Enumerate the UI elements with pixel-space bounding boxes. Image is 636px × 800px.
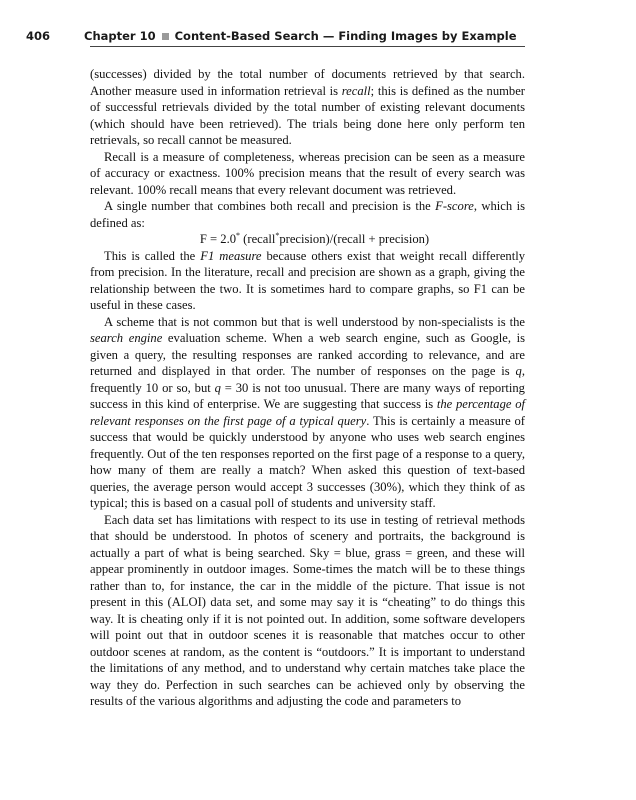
paragraph-4-text-start: This is called the bbox=[104, 248, 201, 263]
body-text bbox=[90, 66, 525, 710]
paragraph-2: Recall is a measure of completeness, whereas precision can be seen as a measure of accuracy or exactness. 100% precision means that the result of every search was relevant. 100% recall means that every relevant document was retrieved. bbox=[90, 149, 525, 197]
paragraph-1 bbox=[90, 66, 525, 149]
f-score-formula bbox=[90, 231, 525, 248]
term-f-score: F-score bbox=[435, 199, 474, 213]
paragraph-5-text-mid-2: , frequently 10 or so, but bbox=[90, 364, 525, 395]
header-rule bbox=[90, 46, 525, 47]
paragraph-3 bbox=[90, 198, 525, 231]
term-search-engine: search engine bbox=[90, 331, 163, 345]
term-recall: recall bbox=[341, 83, 371, 98]
header-separator-square bbox=[162, 33, 169, 40]
term-f1-measure: F1 measure bbox=[200, 248, 262, 263]
formula-part-c: precision)/(recall + precision) bbox=[279, 232, 430, 246]
page-number: 406 bbox=[26, 29, 51, 43]
paragraph-4-text-end: because others exist that weight recall differently from precision. In the literature, recall and precision are shown as a graph, giving the relationship between the two. It is sometimes hard to compare graphs, so F1 can be useful in these cases. bbox=[90, 248, 525, 312]
formula-asterisk-2: * bbox=[275, 230, 280, 240]
chapter-label: Chapter 10 bbox=[84, 29, 156, 43]
paragraph-1-text-end: ; this is defined as the number of successful retrievals divided by the total number of existing relevant documents (which should have been retrieved). The trials being done here only perform ten retrievals, so recall cannot be measured. bbox=[90, 83, 525, 147]
paragraph-1-text-start: (successes) divided by the total number of documents retrieved by that search. Another measure used in information retrieval is bbox=[90, 67, 525, 98]
chapter-title: Content-Based Search — Finding Images by Example bbox=[174, 29, 517, 43]
paragraph-5-text-mid-1: evaluation scheme. When a web search engine, such as Google, is given a query, the resulting responses are ranked according to relevance, and are returned and displayed in that order. The number of responses on the page is bbox=[90, 331, 525, 378]
paragraph-5-text-start: A scheme that is not common but that is well understood by non-specialists is the bbox=[104, 314, 525, 329]
paragraph-3-text-end: , which is defined as: bbox=[90, 199, 525, 230]
success-definition: the percentage of relevant responses on the first page of a typical query bbox=[90, 397, 525, 428]
paragraph-3-text-start: A single number that combines both recall and precision is the bbox=[104, 199, 436, 213]
paragraph-5-text-end: . This is certainly a measure of success that would be quickly understood by anyone who uses web search engines frequently. Out of the ten responses reported on the first page of a response to a query, how many of them are really a match? When asked this question of text-based queries, the average person would accept 3 successes (30%), which they think of as typical; this is based on a casual poll of students and university staff. bbox=[90, 413, 525, 510]
paragraph-4 bbox=[90, 248, 525, 314]
paragraph-5 bbox=[90, 314, 525, 512]
formula-part-a: F = 2.0 bbox=[199, 232, 237, 246]
running-header bbox=[26, 29, 524, 47]
variable-q-1: q bbox=[515, 364, 522, 378]
formula-asterisk-1: * bbox=[236, 230, 241, 240]
paragraph-5-text-mid-3: = 30 is not too unusual. There are many ways of reporting success in this kind of enterprise. We are suggesting that success is bbox=[90, 380, 525, 411]
paragraph-6: Each data set has limitations with respect to its use in testing of retrieval methods that should be understood. In photos of scenery and portraits, the background is actually a part of what is being searched. Sky = blue, grass = green, and these will appear prominently in outdoor images. Some-times the match will be to these things rather than to, for instance, the car in the middle of the picture. That issue is not present in this (ALOI) data set, and some may say it is “cheating” to do things this way. It is cheating only if it is not pointed out. In addition, some software developers will point out that in outdoor scenes it is reasonable that matches occur to other outdoor scenes at random, as the content is “outdoors.” It is important to understand the limitations of any method, and to understand why certain matches take place the way they do. Perfection in such searches can be achieved only by observing the results of the various algorithms and adjusting the code and parameters to bbox=[90, 512, 525, 708]
variable-q-2: q bbox=[214, 380, 221, 395]
formula-part-b: (recall bbox=[240, 232, 276, 246]
